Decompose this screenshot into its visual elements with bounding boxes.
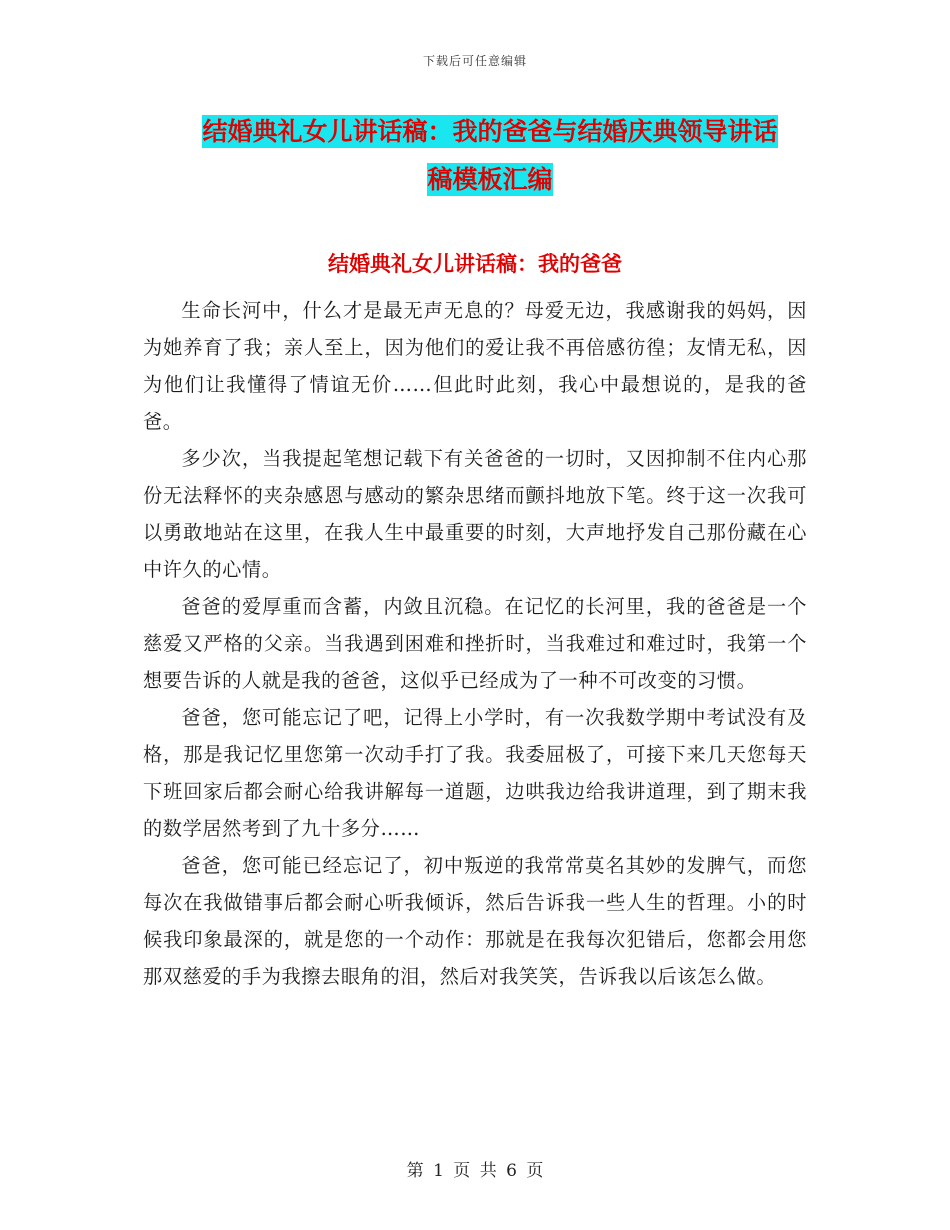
- paragraph: 爸爸的爱厚重而含蓄，内敛且沉稳。在记忆的长河里，我的爸爸是一个慈爱又严格的父亲。当我遇到困难和挫折时，当我难过和难过时，我第一个想要告诉的人就是我的爸爸，这似乎已经成为了一种不可改变的习惯。: [143, 595, 807, 692]
- paragraph: 爸爸，您可能忘记了吧，记得上小学时，有一次我数学期中考试没有及格，那是我记忆里您第一次动手打了我。我委屈极了，可接下来几天您每天下班回家后都会耐心给我讲解每一道题，边哄我边给我讲道理，到了期末我的数学居然考到了九十多分……: [143, 706, 807, 840]
- paragraph: 爸爸，您可能已经忘记了，初中叛逆的我常常莫名其妙的发脾气，而您每次在我做错事后都会耐心听我倾诉，然后告诉我一些人生的哲理。小的时候我印象最深的，就是您的一个动作：那就是在我每次犯错后，您都会用您那双慈爱的手为我擦去眼角的泪，然后对我笑笑，告诉我以后该怎么做。: [143, 854, 807, 988]
- body-text: [143, 292, 807, 995]
- header-note: 下载后可任意编辑: [422, 54, 527, 68]
- paragraph: 多少次，当我提起笔想记载下有关爸爸的一切时，又因抑制不住内心那份无法释怀的夹杂感恩与感动的繁杂思绪而颤抖地放下笔。终于这一次我可以勇敢地站在这里，在我人生中最重要的时刻，大声地抒发自己那份藏在心中许久的心情。: [143, 447, 807, 581]
- page-footer: 第 1 页 共 6 页: [406, 1161, 544, 1181]
- document-title: [150, 108, 830, 204]
- title-line-2: 稿模板汇编: [427, 165, 553, 194]
- paragraph: 生命长河中，什么才是最无声无息的？母爱无边，我感谢我的妈妈，因为她养育了我；亲人至上，因为他们的爱让我不再倍感彷徨；友情无私，因为他们让我懂得了情谊无价……但此时此刻，我心中最想说的，是我的爸爸。: [143, 299, 807, 433]
- section-title: 结婚典礼女儿讲话稿：我的爸爸: [328, 252, 622, 276]
- title-line-1: 结婚典礼女儿讲话稿：我的爸爸与结婚庆典领导讲话: [202, 117, 778, 146]
